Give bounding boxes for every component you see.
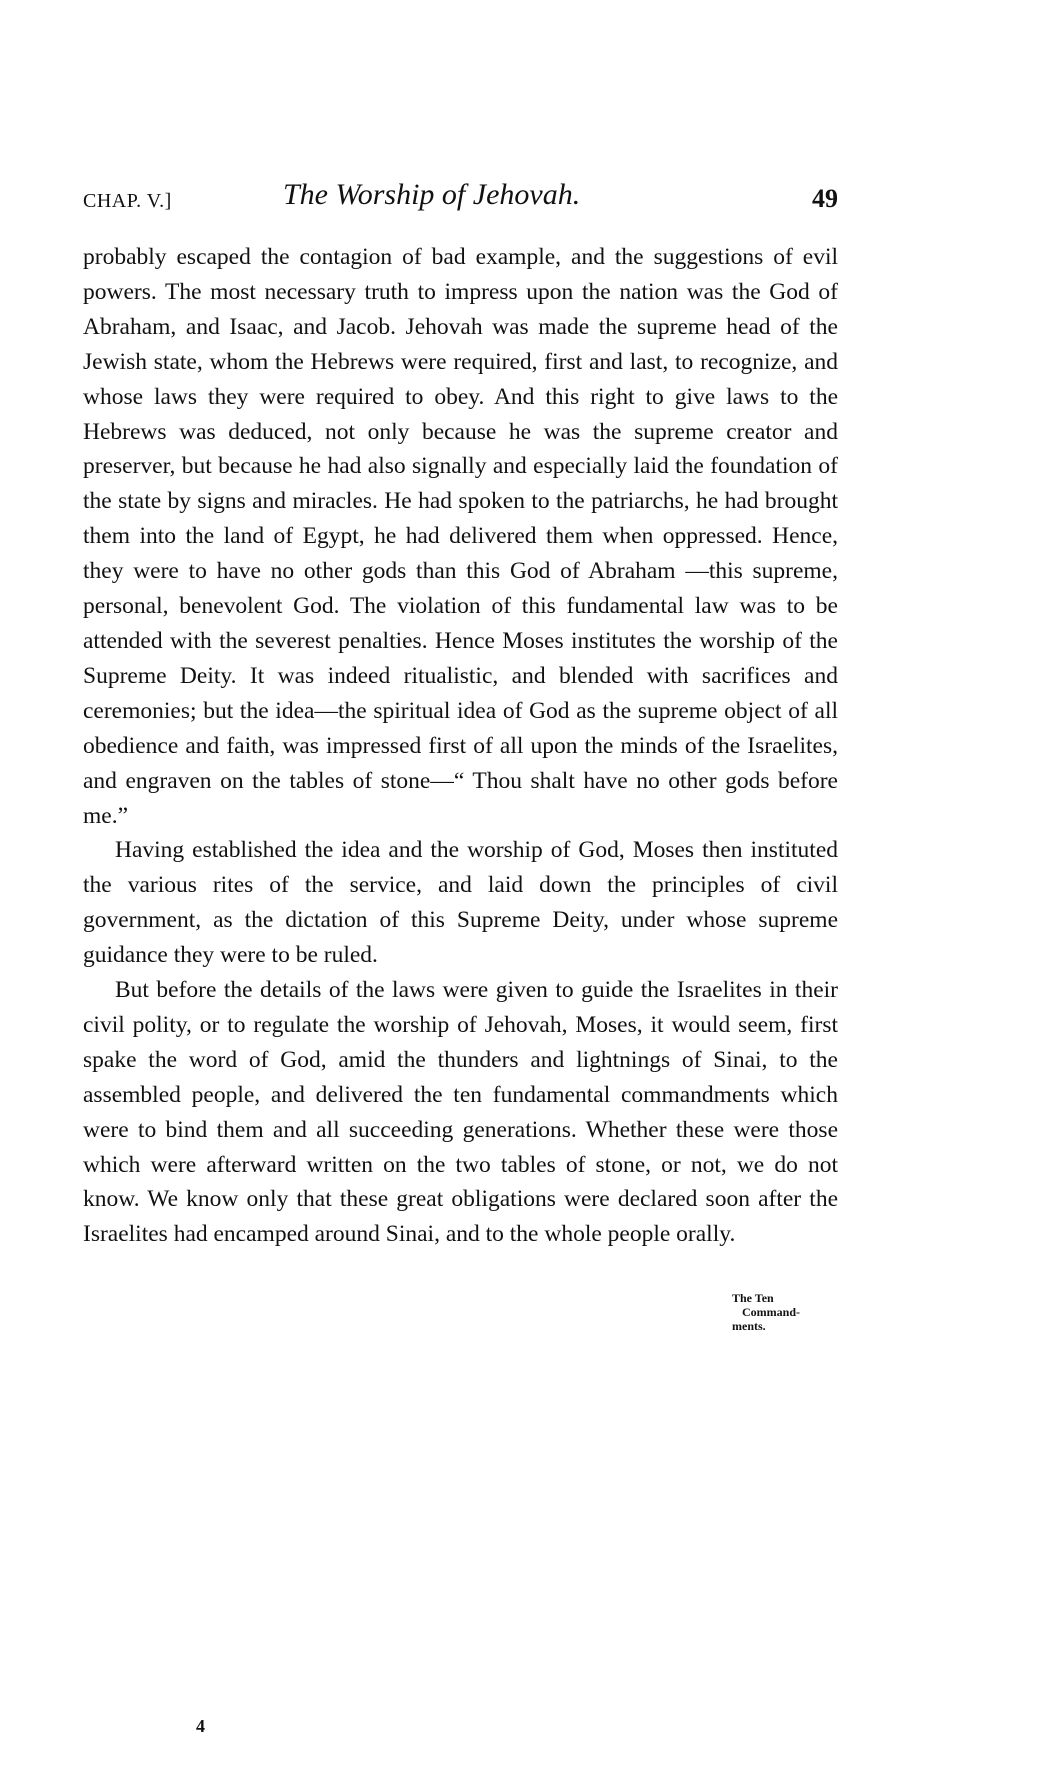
margin-note-line: The Ten: [732, 1291, 774, 1305]
paragraph: But before the details of the laws were given to guide the Israelites in their civil polity, or to regulate the worship of Jehovah, Moses, it would seem, first spake the word of God, amid the thunders and lightnings of Sinai, to the assembled people, and delivered the ten fundamental commandments which were to bind them and all succeeding generations. Whether these were those which were afterward written on the two tables of stone, or not, we do not know. We know only that these great obligations were declared soon after the Israelites had encamped around Sinai, and to the whole people orally.: [83, 977, 838, 1248]
margin-note-line: ments.: [732, 1319, 766, 1333]
running-head: [83, 178, 838, 218]
margin-note: [732, 1291, 832, 1333]
chapter-label: CHAP. V.]: [83, 190, 172, 212]
paragraph: Having established the idea and the worship of God, Moses then instituted the various rites of the service, and laid down the principles of civil government, as the dictation of this Supreme Deity, under whose supreme guidance they were to be ruled.: [83, 837, 838, 969]
running-title: The Worship of Jehovah.: [283, 178, 581, 211]
margin-note-line: Command-: [742, 1305, 801, 1319]
paragraph: probably escaped the contagion of bad example, and the suggestions of evil powers. The most necessary truth to impress upon the nation was the God of Abraham, and Isaac, and Jacob. Jehovah was made the supreme head of the Jewish state, whom the Hebrews were required, first and last, to recognize, and whose laws they were required to obey. And this right to give laws to the Hebrews was deduced, not only because he was the supreme creator and preserver, but because he had also signally and especially laid the foundation of the state by signs and miracles. He had spoken to the patriarchs, he had brought them into the land of Egypt, he had delivered them when oppressed. Hence, they were to have no other gods than this God of Abraham —this supreme, personal, benevolent God. The violation of this fundamental law was to be attended with the severest penalties. Hence Moses institutes the worship of the Supreme Deity. It was indeed ritualistic, and blended with sacrifices and ceremonies; but the idea—the spiritual idea of God as the supreme object of all obedience and faith, was impressed first of all upon the minds of the Israelites, and engraven on the tables of stone—“ Thou shalt have no other gods before me.”: [83, 244, 838, 829]
signature-mark: 4: [196, 1716, 205, 1736]
body-text: [83, 240, 838, 1252]
page-number: 49: [812, 184, 838, 213]
